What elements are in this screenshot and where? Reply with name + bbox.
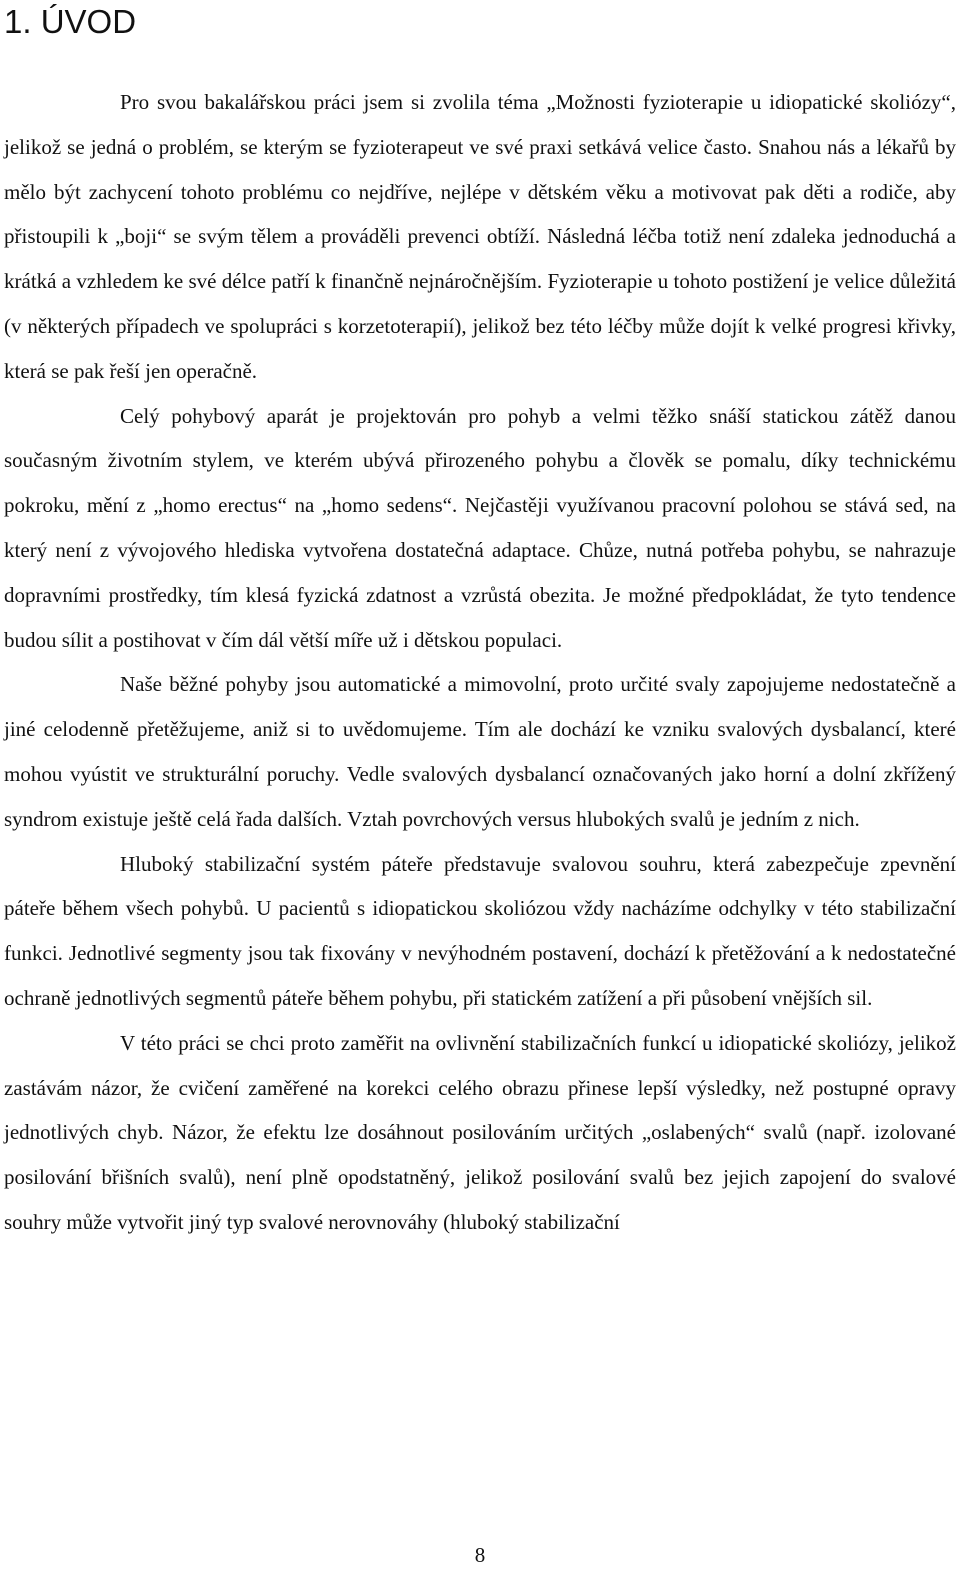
paragraph: Celý pohybový aparát je projektován pro pohyb a velmi těžko snáší statickou zátěž danou současným životním stylem, ve kterém ubývá přirozeného pohybu a člověk se pomalu, díky technickému pokroku, mění z „homo erectus“ na „homo sedens“. Nejčastěji využívanou pracovní polohou se stává sed, na který není z vývojového hlediska vytvořena dostatečná adaptace. Chůze, nutná potřeba pohybu, se nahrazuje dopravními prostředky, tím klesá fyzická zdatnost a vzrůstá obezita. Je možné předpokládat, že tyto tendence budou sílit a postihovat v čím dál větší míře už i dětskou populaci. xyxy=(4,403,956,652)
paragraph: Pro svou bakalářskou práci jsem si zvolila téma „Možnosti fyzioterapie u idiopatické skoliózy“, jelikož se jedná o problém, se kterým se fyzioterapeut ve své praxi setkává velice často. Snahou nás a lékařů by mělo být zachycení tohoto problému co nejdříve, nejlépe v dětském věku a motivovat pak děti a rodiče, aby přistoupili k „boji“ se svým tělem a prováděli prevenci obtíží. Následná léčba totiž není zdaleka jednoduchá a krátká a vzhledem ke své délce patří k finančně nejnáročnějším. Fyzioterapie u tohoto postižení je velice důležitá (v některých případech ve spolupráci s korzetoterapií), jelikož bez této léčby může dojít k velké progresi křivky, která se pak řeší jen operačně. xyxy=(4,90,956,383)
body-text xyxy=(4,80,956,1245)
paragraph: Hluboký stabilizační systém páteře představuje svalovou souhru, která zabezpečuje zpevnění páteře během všech pohybů. U pacientů s idiopatickou skoliózou vždy nacházíme odchylky v této stabilizační funkci. Jednotlivé segmenty jsou tak fixovány v nevýhodném postavení, dochází k přetěžování a k nedostatečné ochraně jednotlivých segmentů páteře během pohybu, při statickém zatížení a při působení vnějších sil. xyxy=(4,851,956,1010)
page-number: 8 xyxy=(474,1543,486,1567)
paragraph: V této práci se chci proto zaměřit na ovlivnění stabilizačních funkcí u idiopatické skoliózy, jelikož zastávám názor, že cvičení zaměřené na korekci celého obrazu přinese lepší výsledky, než postupné opravy jednotlivých chyb. Názor, že efektu lze dosáhnout posilováním určitých „oslabených“ svalů (např. izolované posilování břišních svalů), není plně opodstatněný, jelikož posilování svalů bez jejich zapojení do svalové souhry může vytvořit jiný typ svalové nerovnováhy (hluboký stabilizační xyxy=(4,1030,956,1234)
section-heading: 1. ÚVOD xyxy=(4,3,137,40)
paragraph: Naše běžné pohyby jsou automatické a mimovolní, proto určité svaly zapojujeme nedostatečně a jiné celodenně přetěžujeme, aniž si to uvědomujeme. Tím ale dochází ke vzniku svalových dysbalancí, které mohou vyústit ve strukturální poruchy. Vedle svalových dysbalancí označovaných jako horní a dolní zkřížený syndrom existuje ještě celá řada dalších. Vztah povrchových versus hlubokých svalů je jedním z nich. xyxy=(4,672,956,831)
